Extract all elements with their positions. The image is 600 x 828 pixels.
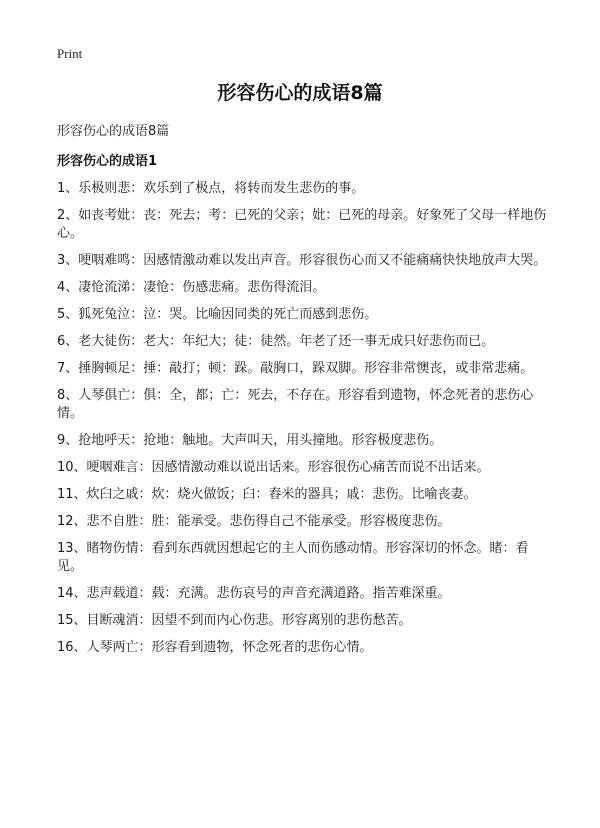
print-label: Print: [57, 46, 83, 61]
list-item: 12、悲不自胜：胜：能承受。悲伤得自己不能承受。形容极度悲伤。: [57, 514, 451, 529]
idiom-list: [57, 180, 547, 666]
list-item: 7、捶胸顿足：捶：敲打；顿：跺。敲胸口，跺双脚。形容非常懊丧，或非常悲痛。: [57, 361, 534, 376]
list-item: 15、目断魂消：因望不到而内心伤悲。形容离别的悲伤愁苦。: [57, 613, 412, 628]
document-subtitle: 形容伤心的成语8篇: [57, 124, 170, 139]
list-item: 9、抢地呼天：抢地：触地。大声叫天，用头撞地。形容极度悲伤。: [57, 433, 443, 448]
list-item: 8、人琴俱亡：俱：全，都；亡：死去，不存在。形容看到遗物，怀念死者的悲伤心情。: [57, 388, 534, 421]
list-item: 14、悲声载道：载：充满。悲伤哀号的声音充满道路。指苦难深重。: [57, 586, 451, 601]
list-item: 4、凄怆流涕：凄怆：伤感悲痛。悲伤得流泪。: [57, 280, 326, 295]
list-item: 11、炊臼之戚：炊：烧火做饭；臼：舂米的器具；戚：悲伤。比喻丧妻。: [57, 487, 477, 502]
list-item: 1、乐极则悲：欢乐到了极点，将转而发生悲伤的事。: [57, 181, 365, 196]
page-title: 形容伤心的成语8篇: [217, 82, 383, 104]
list-item: 13、睹物伤情：看到东西就因想起它的主人而伤感动情。形容深切的怀念。睹：看见。: [57, 541, 529, 574]
list-item: 6、老大徒伤：老大：年纪大；徒：徒然。年老了还一事无成只好悲伤而已。: [57, 334, 495, 349]
section-heading: 形容伤心的成语1: [57, 154, 158, 169]
list-item: 10、哽咽难言：因感情激动难以说出话来。形容很伤心痛苦而说不出话来。: [57, 460, 490, 475]
list-item: 16、人琴两亡：形容看到遗物，怀念死者的悲伤心情。: [57, 640, 373, 655]
list-item: 2、如丧考妣：丧：死去；考：已死的父亲；妣：已死的母亲。好象死了父母一样地伤心。: [57, 208, 547, 241]
list-item: 3、哽咽难鸣：因感情激动难以发出声音。形容很伤心而又不能痛痛快快地放声大哭。: [57, 253, 547, 268]
list-item: 5、狐死兔泣：泣：哭。比喻因同类的死亡而感到悲伤。: [57, 307, 378, 322]
